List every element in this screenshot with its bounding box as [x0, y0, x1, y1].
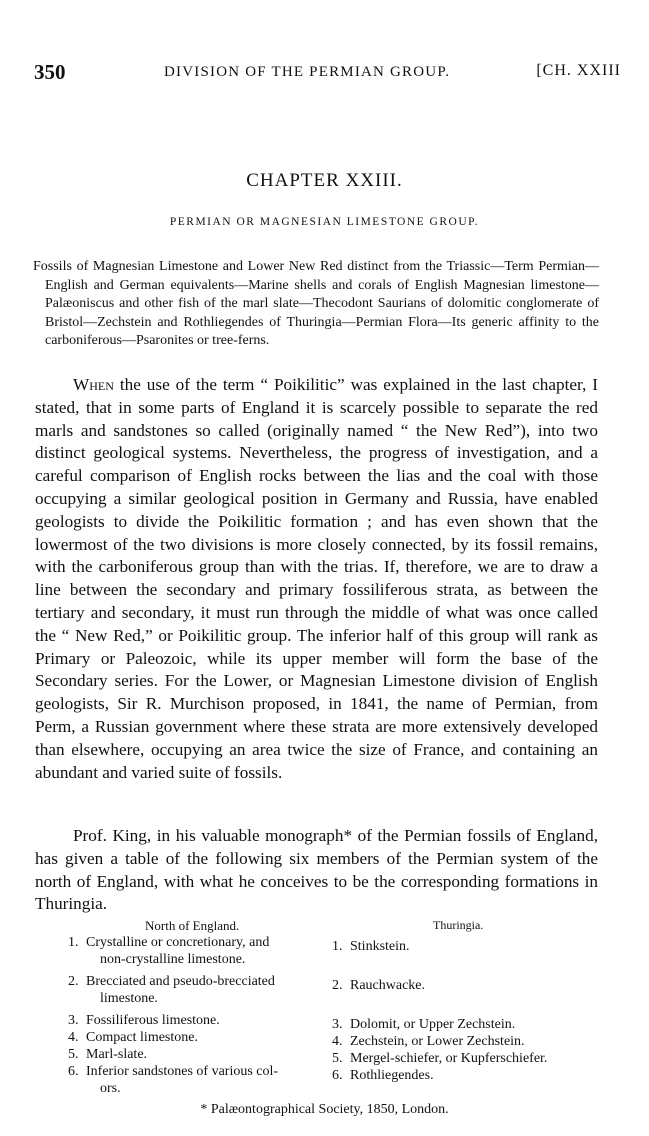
running-head	[34, 60, 621, 86]
list-item: 3. Fossiliferous limestone.	[68, 1013, 220, 1028]
table-header-thuringia: Thuringia.	[433, 918, 484, 932]
chapter-subtitle: PERMIAN OR MAGNESIAN LIMESTONE GROUP.	[169, 216, 480, 228]
chapter-title: CHAPTER XXIII.	[246, 170, 403, 191]
table-header-north-england: North of England.	[145, 918, 240, 933]
chapter-reference: [CH. XXIII	[536, 62, 621, 79]
list-item: 4. Compact limestone.	[68, 1030, 198, 1045]
paragraph-1-lead: When	[73, 375, 114, 394]
list-item: 2. Brecciated and pseudo-brecciated limestone.	[68, 974, 275, 1006]
list-item: 6. Rothliegendes.	[332, 1068, 434, 1083]
list-item: 3. Dolomit, or Upper Zechstein.	[332, 1017, 516, 1032]
list-item: 1. Crystalline or concretionary, and non-crystalline limestone.	[68, 935, 270, 967]
paragraph-2: Prof. King, in his valuable monograph* of the Permian fossils of England, has given a table of the following six members of the Permian system of the north of England, with what he conceives to be the corresponding formations in Thuringia.	[35, 826, 598, 914]
list-item: 5. Mergel-schiefer, or Kupferschiefer.	[332, 1051, 548, 1066]
list-item: 5. Marl-slate.	[68, 1047, 148, 1062]
running-title: DIVISION OF THE PERMIAN GROUP.	[164, 64, 451, 80]
table-column-thuringia	[332, 934, 602, 1084]
list-item: 6. Inferior sandstones of various col- ors.	[68, 1064, 279, 1096]
table-column-england	[68, 934, 313, 1097]
list-item: 4. Zechstein, or Lower Zechstein.	[332, 1034, 525, 1049]
paragraph-1	[35, 374, 598, 784]
list-item: 2. Rauchwacke.	[332, 978, 426, 993]
chapter-summary: Fossils of Magnesian Limestone and Lower New Red distinct from the Triassic—Term Permian—English and German equivalents—Marine shells and corals of English Magnesian limestone—Palæoniscus and other fish of the marl slate—Thecodont Saurians of dolomitic conglomerate of Bristol—Zechstein and Rothliegendes of Thuringia—Permian Flora—Its generic affinity to the carboniferous—Psaronites or tree-ferns.	[33, 259, 599, 348]
paragraph-1-text: the use of the term “ Poikilitic” was explained in the last chapter, I stated, that in some parts of England it is scarcely possible to separate the red marls and sandstones so called (originally named “ the New Red”), into two distinct geological systems. Nevertheless, the progress of investigation, and a careful comparison of English rocks between the lias and the coal with those occupying a similar geological position in Germany and Russia, have enabled geologists to divide the Poikilitic formation ; and has even shown that the lowermost of the two divisions is more closely connected, by its fossil remains, with the carboniferous group than with the trias. If, therefore, we are to draw a line between the secondary and primary fossiliferous strata, as between the tertiary and secondary, it must run through the middle of what was once called the “ New Red,” or Poikilitic group. The inferior half of this group will rank as Primary or Paleozoic, while its upper member will form the base of the Secondary series. For the Lower, or Magnesian Limestone division of English geologists, Sir R. Murchison proposed, in 1841, the name of Permian, from Perm, a Russian government where these strata are more extensively developed than elsewhere, occupying an area twice the size of France, and containing an abundant and varied suite of fossils.	[35, 375, 598, 782]
page-number: 350	[34, 60, 66, 84]
list-item: 1. Stinkstein.	[332, 939, 410, 954]
footnote: * Palæontographical Society, 1850, London.	[200, 1102, 449, 1117]
